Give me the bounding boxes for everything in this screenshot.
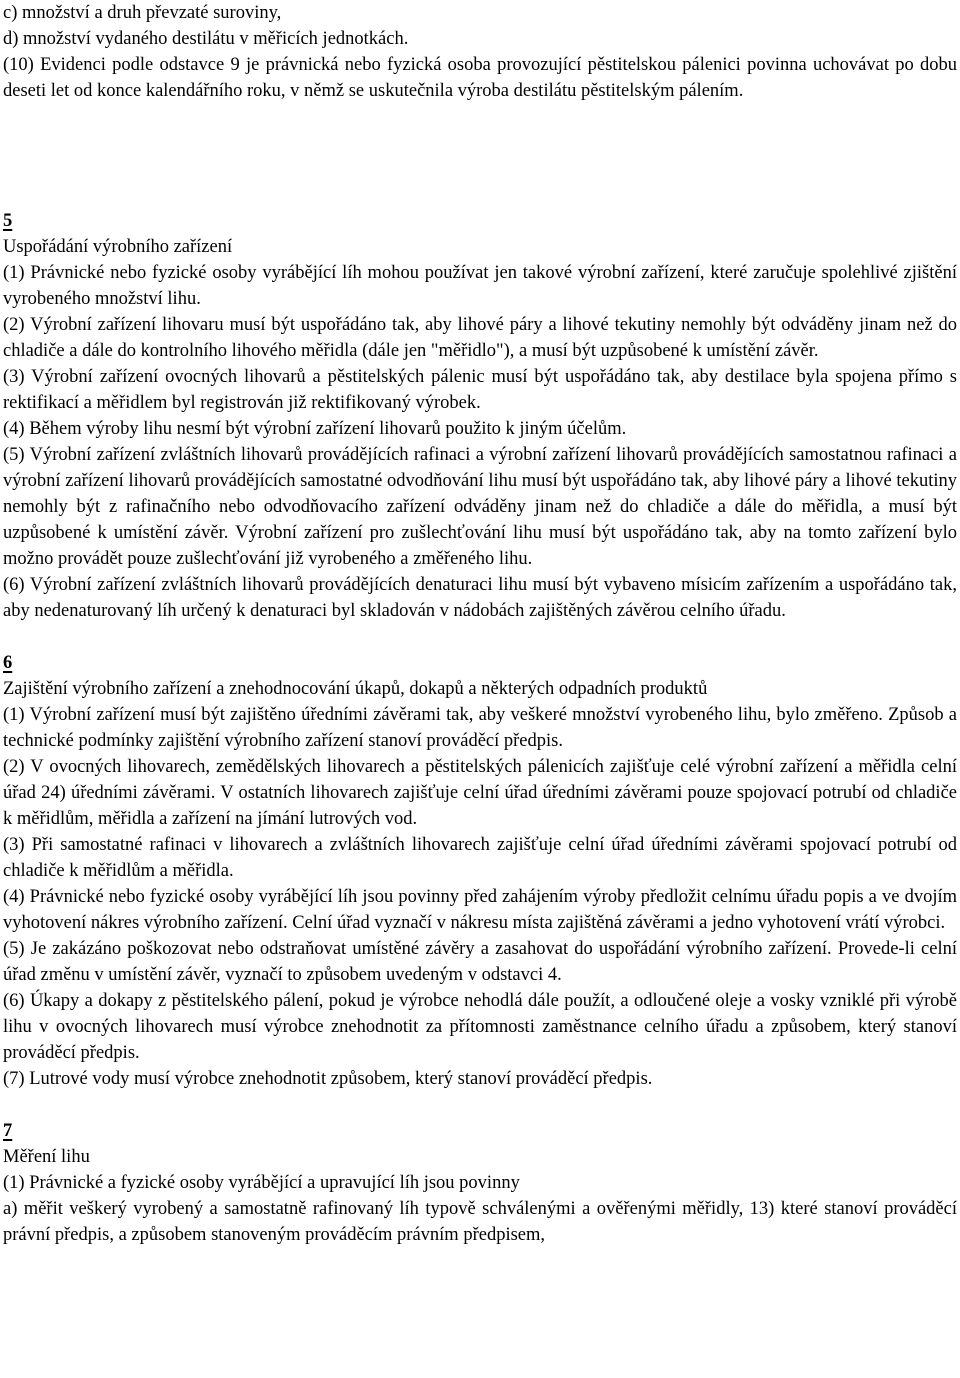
paragraph: (4) Právnické nebo fyzické osoby vyrábějící líh jsou povinny před zahájením výroby předložit celnímu úřadu popis a ve dvojím vyhotovení nákres výrobního zařízení. Celní úřad vyznačí v nákresu místa zajištěná závěrami a jedno vyhotovení vrátí výrobci. [3, 887, 957, 933]
section-title: Uspořádání výrobního zařízení [3, 237, 233, 257]
section-title: Zajištění výrobního zařízení a znehodnocování úkapů, dokapů a některých odpadních produktů [3, 679, 708, 699]
intro-paragraph-10: (10) Evidenci podle odstavce 9 je právnická nebo fyzická osoba provozující pěstitelskou pálenici povinna uchovávat po dobu deseti let od konce kalendářního roku, v němž se uskutečnila výroba destilátu pěstitelským pálením. [3, 55, 957, 101]
spacer [3, 624, 957, 650]
paragraph: (2) V ovocných lihovarech, zemědělských lihovarech a pěstitelských pálenicích zajišťuje celé výrobní zařízení a měřidla celní úřad 24) úředními závěrami. V ostatních lihovarech zajišťuje celní úřad úředními závěrami pouze spojovací potrubí od chladiče k měřidlům, měřidla a zařízení na jímání lutrových vod. [3, 757, 957, 829]
paragraph: (1) Výrobní zařízení musí být zajištěno úředními závěrami tak, aby veškeré množství vyrobeného lihu, bylo změřeno. Způsob a technické podmínky zajištění výrobního zařízení stanoví prováděcí předpis. [3, 705, 957, 751]
section-number: 6 [3, 653, 13, 673]
paragraph: (1) Právnické a fyzické osoby vyrábějící a upravující líh jsou povinny [3, 1173, 520, 1193]
spacer [3, 1092, 957, 1118]
section-number: 5 [3, 211, 13, 231]
section-6 [3, 650, 957, 1092]
section-number: 7 [3, 1121, 13, 1141]
section-title: Měření lihu [3, 1147, 90, 1167]
section-5 [3, 208, 957, 624]
paragraph: (2) Výrobní zařízení lihovaru musí být uspořádáno tak, aby lihové páry a lihové tekutiny nemohly být odváděny jinam než do chladiče a dále do kontrolního lihového měřidla (dále jen "měřidlo"), a musí být uzpůsobené k umístění závěr. [3, 315, 957, 361]
paragraph: a) měřit veškerý vyrobený a samostatně rafinovaný líh typově schválenými a ověřenými měřidly, 13) které stanoví prováděcí právní předpis, a způsobem stanoveným prováděcím právním předpisem, [3, 1199, 957, 1245]
paragraph: (3) Při samostatné rafinaci v lihovarech a zvláštních lihovarech zajišťuje celní úřad úředními závěrami spojovací potrubí od chladiče k měřidlům a měřidla. [3, 835, 957, 881]
intro-block [3, 0, 957, 104]
intro-line-c: c) množství a druh převzaté suroviny, [3, 3, 282, 23]
paragraph: (6) Výrobní zařízení zvláštních lihovarů provádějících denaturaci lihu musí být vybaveno mísicím zařízením a uspořádáno tak, aby nedenaturovaný líh určený k denaturaci byl skladován v nádobách zajištěných závěrou celního úřadu. [3, 575, 957, 621]
section-7 [3, 1118, 957, 1248]
paragraph: (6) Úkapy a dokapy z pěstitelského pálení, pokud je výrobce nehodlá dále použít, a odloučené oleje a vosky vzniklé při výrobě lihu v ovocných lihovarech musí výrobce znehodnotit za přítomnosti zaměstnance celního úřadu a způsobem, který stanoví prováděcí předpis. [3, 991, 957, 1063]
paragraph: (7) Lutrové vody musí výrobce znehodnotit způsobem, který stanoví prováděcí předpis. [3, 1069, 653, 1089]
paragraph: (4) Během výroby lihu nesmí být výrobní zařízení lihovarů použito k jiným účelům. [3, 419, 627, 439]
paragraph: (3) Výrobní zařízení ovocných lihovarů a pěstitelských pálenic musí být uspořádáno tak, aby destilace byla spojena přímo s rektifikací a měřidlem byl registrován již rektifikovaný výrobek. [3, 367, 957, 413]
paragraph: (1) Právnické nebo fyzické osoby vyrábějící líh mohou používat jen takové výrobní zařízení, které zaručuje spolehlivé zjištění vyrobeného množství lihu. [3, 263, 957, 309]
paragraph: (5) Výrobní zařízení zvláštních lihovarů provádějících rafinaci a výrobní zařízení lihovarů provádějících samostatnou rafinaci a výrobní zařízení lihovarů provádějících samostatné odvodňování lihu musí být uspořádáno tak, aby lihové páry a lihové tekutiny nemohly být z rafinačního nebo odvodňovacího zařízení odváděny jinam než do chladiče a dále do měřidla, a musí být uzpůsobené k umístění závěr. Výrobní zařízení pro zušlechťování lihu musí být uspořádáno tak, aby na tomto zařízení bylo možno provádět pouze zušlechťování již vyrobeného a změřeného lihu. [3, 445, 957, 569]
paragraph: (5) Je zakázáno poškozovat nebo odstraňovat umístěné závěry a zasahovat do uspořádání výrobního zařízení. Provede-li celní úřad změnu v umístění závěr, vyznačí to způsobem uvedeným v odstavci 4. [3, 939, 957, 985]
intro-line-d: d) množství vydaného destilátu v měřicích jednotkách. [3, 29, 409, 49]
spacer [3, 104, 957, 208]
